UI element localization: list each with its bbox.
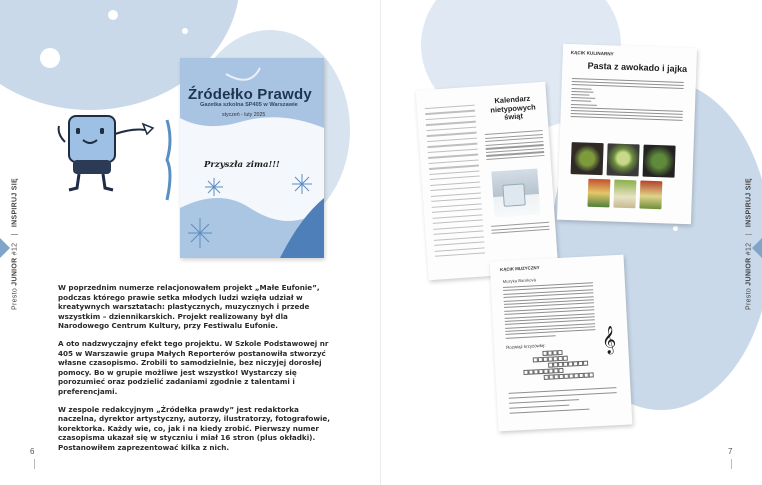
edge-triangle-icon	[752, 238, 762, 258]
issue-word: JUNIOR	[11, 257, 19, 286]
cover-headline: Przyszła zima!!!	[204, 160, 280, 170]
music-subheading: Muzyka Baroková	[502, 277, 537, 284]
music-text	[503, 282, 596, 341]
calendar-list	[425, 105, 486, 262]
side-running-head	[11, 178, 18, 310]
magazine-name: Presto	[745, 287, 753, 310]
recipe-section-label: KĄCIK KULINARNY	[570, 49, 614, 57]
cover-subtitle: Gazetka szkolna SP405 w Warszawie	[200, 102, 298, 108]
section-name: INSPIRUJ SIĘ	[745, 178, 753, 228]
issue-number: #12	[745, 242, 753, 256]
food-photo	[613, 180, 636, 209]
article-body	[58, 283, 334, 461]
issue-word: JUNIOR	[745, 257, 753, 286]
separator	[11, 234, 18, 235]
decor-dot	[108, 10, 118, 20]
crossword-clues	[509, 387, 618, 418]
page-number-rule	[731, 459, 732, 469]
cover-title: Źródełko Prawdy	[188, 86, 312, 103]
food-photo	[571, 142, 604, 175]
decor-dot	[673, 226, 678, 231]
food-photo	[643, 145, 676, 178]
paragraph: W zespole redakcyjnym „Źródełka prawdy” jest redaktorka naczelna, dyrektor artystyczny, autorzy, ilustratorzy, fotografowie, korektorka. Każdy wie, co, jak i na kiedy zrobić. Pierwszy numer czasopisma ukazał się w styczniu i miał 16 stron (plus okładki). Postanowiłem zaprezentować kilka z nich.	[58, 404, 331, 452]
mascot-illustration	[55, 112, 195, 208]
food-photo	[607, 143, 640, 176]
issue-number: #12	[11, 242, 19, 256]
section-name: INSPIRUJ SIĘ	[11, 178, 19, 228]
paragraph: W poprzednim numerze relacjonowałem projekt „Małe Eufonie”, podczas którego prawie setka młodych ludzi wzięła udział w kreatywnych warsztatach: plastycznych, muzycznych i przede wszystkim – dziennikarskich. Projekt realizowany był dla Narodowego Centrum Kultury, przy Festiwalu Eufonie.	[58, 283, 320, 331]
decor-dot	[40, 48, 60, 68]
calendar-photo	[491, 168, 540, 217]
food-photo	[587, 179, 610, 208]
cover-date: styczeń - luty 2025	[222, 112, 266, 118]
page-number-left: 6	[30, 447, 35, 456]
calendar-title: Kalendarz nietypowych świąt	[489, 93, 536, 122]
music-page-preview	[490, 255, 633, 432]
edge-triangle-icon	[0, 238, 10, 258]
separator	[745, 234, 752, 235]
music-section-label: KĄCIK MUZYCZNY	[499, 265, 540, 273]
calendar-caption	[491, 222, 550, 237]
recipe-title: Pasta z awokado i jajka	[587, 60, 688, 75]
page-number-rule	[34, 459, 35, 469]
treble-clef-icon: 𝄞	[601, 325, 617, 354]
calendar-page-preview	[416, 82, 559, 281]
magazine-cover	[180, 58, 324, 258]
calendar-text	[485, 130, 545, 163]
recipe-page-preview	[557, 44, 697, 225]
decor-dot	[737, 14, 747, 24]
paragraph: A oto nadzwyczajny efekt tego projektu. W Szkole Podstawowej nr 405 w Warszawie grupa Małych Reporterów postanowiła stworzyć własne czasopismo. Zrobili to samodzielnie, bez niczyjej dorosłej pomocy. Bo w grupie możliwe jest wszystko! Wystarczy się porozumieć oraz podzielić zadaniami zgodnie z talentami i preferencjami.	[58, 338, 329, 396]
page-number-right: 7	[728, 447, 733, 456]
recipe-text	[570, 78, 683, 123]
decor-dot	[182, 28, 188, 34]
recipe-photos	[572, 142, 682, 146]
food-photo	[639, 180, 662, 209]
crossword-label: Rozwiąż krzyżówkę:	[506, 342, 546, 350]
magazine-name: Presto	[11, 287, 19, 310]
